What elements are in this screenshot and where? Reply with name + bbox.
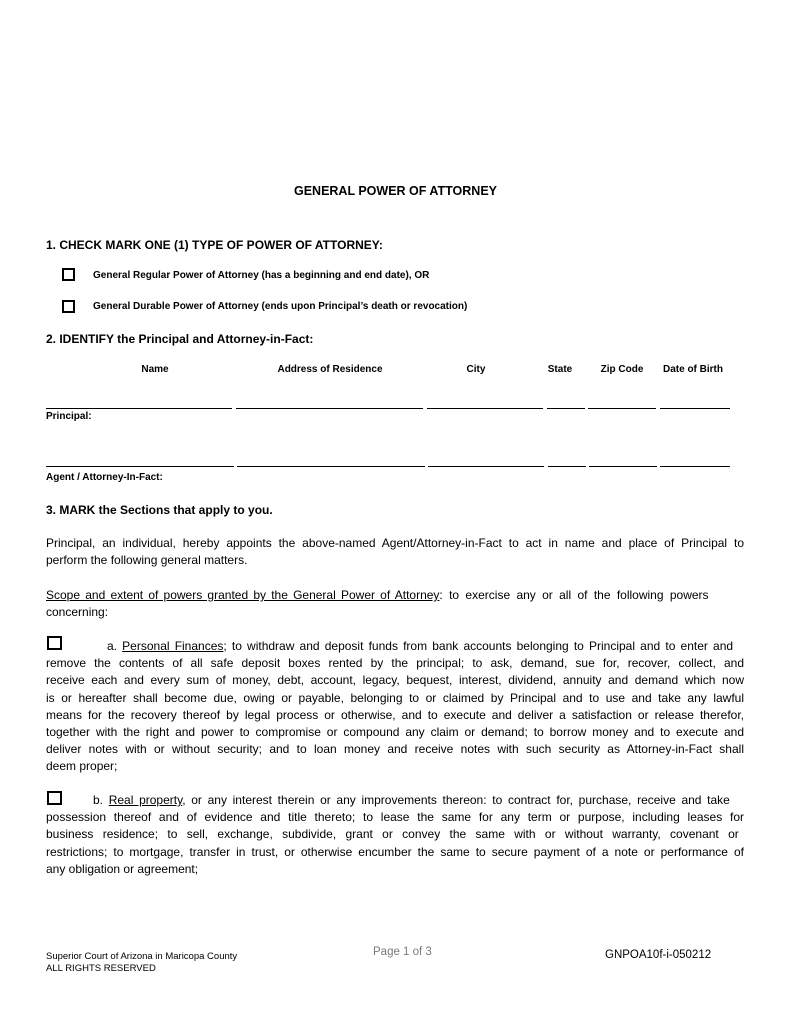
agent-zip-line[interactable] bbox=[589, 466, 657, 467]
footer-court bbox=[46, 951, 237, 975]
agent-dob-line[interactable] bbox=[660, 466, 730, 467]
document-title: GENERAL POWER OF ATTORNEY bbox=[293, 184, 498, 198]
agent-address-line[interactable] bbox=[237, 466, 425, 467]
footer-court-line-2: ALL RIGHTS RESERVED bbox=[46, 963, 156, 974]
section1-heading: 1. CHECK MARK ONE (1) TYPE OF POWER OF ATTORNEY: bbox=[46, 238, 383, 252]
durable-poa-label: General Durable Power of Attorney (ends upon Principal’s death or revocation) bbox=[93, 301, 468, 312]
principal-label: Principal: bbox=[46, 411, 92, 422]
item-a-first-line: ; to withdraw and deposit funds from bank accounts belonging to Principal and to enter and bbox=[223, 639, 734, 653]
item-a-line: remove the contents of all safe deposit boxes rented by the principal; to ask, demand, sue for, recover, collect, and bbox=[46, 656, 744, 671]
col-state-header: State bbox=[547, 364, 573, 375]
real-property-title: Real property bbox=[108, 793, 183, 807]
appointment-paragraph bbox=[46, 535, 744, 569]
item-b-first-line: , or any interest therein or any improvements thereon: to contract for, purchase, receive and take bbox=[182, 793, 730, 807]
item-a-line: means for the recovery thereof by legal process or otherwise, and to execute and deliver a satisfaction or release therefor, bbox=[46, 707, 744, 722]
item-a-line: together with the right and power to compromise or compound any claim or demand; to borrow money and to execute and bbox=[46, 725, 744, 740]
principal-zip-line[interactable] bbox=[588, 408, 656, 409]
col-city-header: City bbox=[466, 364, 486, 375]
item-b-line: business residence; to sell, exchange, subdivide, grant or convey the same with or without warranty, covenant or bbox=[46, 827, 739, 842]
principal-name-line[interactable] bbox=[46, 408, 232, 409]
col-name-header: Name bbox=[141, 364, 169, 375]
appointment-line-1: Principal, an individual, hereby appoints the above-named Agent/Attorney-in-Fact to act in name and place of Principal to bbox=[46, 536, 744, 550]
agent-name-line[interactable] bbox=[46, 466, 234, 467]
item-b-line: restrictions; to mortgage, transfer in trust, or otherwise encumber the same to secure payment of a note or performance of bbox=[46, 844, 744, 859]
col-dob-header: Date of Birth bbox=[663, 364, 723, 375]
item-a-prefix: a. bbox=[107, 639, 123, 653]
item-b-prefix: b. bbox=[93, 793, 109, 807]
regular-poa-label: General Regular Power of Attorney (has a beginning and end date), OR bbox=[93, 270, 430, 281]
section2-heading: 2. IDENTIFY the Principal and Attorney-in-Fact: bbox=[46, 332, 314, 346]
item-a-line: is or hereafter shall become due, owing or payable, belonging to or claimed by Principal and to use and take any lawful bbox=[46, 690, 744, 705]
appointment-line-2: perform the following general matters. bbox=[46, 553, 248, 568]
scope-paragraph bbox=[46, 587, 744, 621]
col-address-header: Address of Residence bbox=[277, 364, 383, 375]
principal-address-line[interactable] bbox=[236, 408, 423, 409]
principal-state-line[interactable] bbox=[547, 408, 585, 409]
regular-poa-checkbox[interactable] bbox=[62, 268, 75, 281]
footer-court-line-1: Superior Court of Arizona in Maricopa County bbox=[46, 951, 238, 962]
principal-city-line[interactable] bbox=[427, 408, 543, 409]
item-b-line: possession thereof and of evidence and title thereto; to lease the same for any term or purpose, including leases for bbox=[46, 810, 744, 825]
item-b-line: any obligation or agreement; bbox=[46, 861, 199, 876]
agent-label: Agent / Attorney-In-Fact: bbox=[46, 472, 163, 483]
scope-line-2: concerning: bbox=[46, 605, 109, 620]
form-code: GNPOA10f-i-050212 bbox=[605, 949, 712, 961]
section3-heading: 3. MARK the Sections that apply to you. bbox=[46, 503, 273, 517]
agent-city-line[interactable] bbox=[428, 466, 544, 467]
real-property-paragraph bbox=[46, 792, 744, 878]
item-a-line: deliver notes with or without security; and to loan money and receive notes with such security as Attorney-in-Fact shall bbox=[46, 742, 744, 757]
scope-rest: : to exercise any or all of the following powers bbox=[439, 588, 709, 602]
durable-poa-checkbox[interactable] bbox=[62, 300, 75, 313]
item-a-line: receive each and every sum of money, debt, account, legacy, bequest, interest, dividend, annuity and demand which now bbox=[46, 673, 744, 688]
page-number: Page 1 of 3 bbox=[373, 946, 432, 958]
agent-state-line[interactable] bbox=[548, 466, 586, 467]
item-a-line: deem proper; bbox=[46, 759, 118, 774]
col-zip-header: Zip Code bbox=[600, 364, 644, 375]
scope-underlined: Scope and extent of powers granted by the General Power of Attorney bbox=[46, 588, 440, 602]
principal-dob-line[interactable] bbox=[660, 408, 730, 409]
personal-finances-paragraph bbox=[46, 638, 744, 776]
personal-finances-title: Personal Finances bbox=[122, 639, 224, 653]
